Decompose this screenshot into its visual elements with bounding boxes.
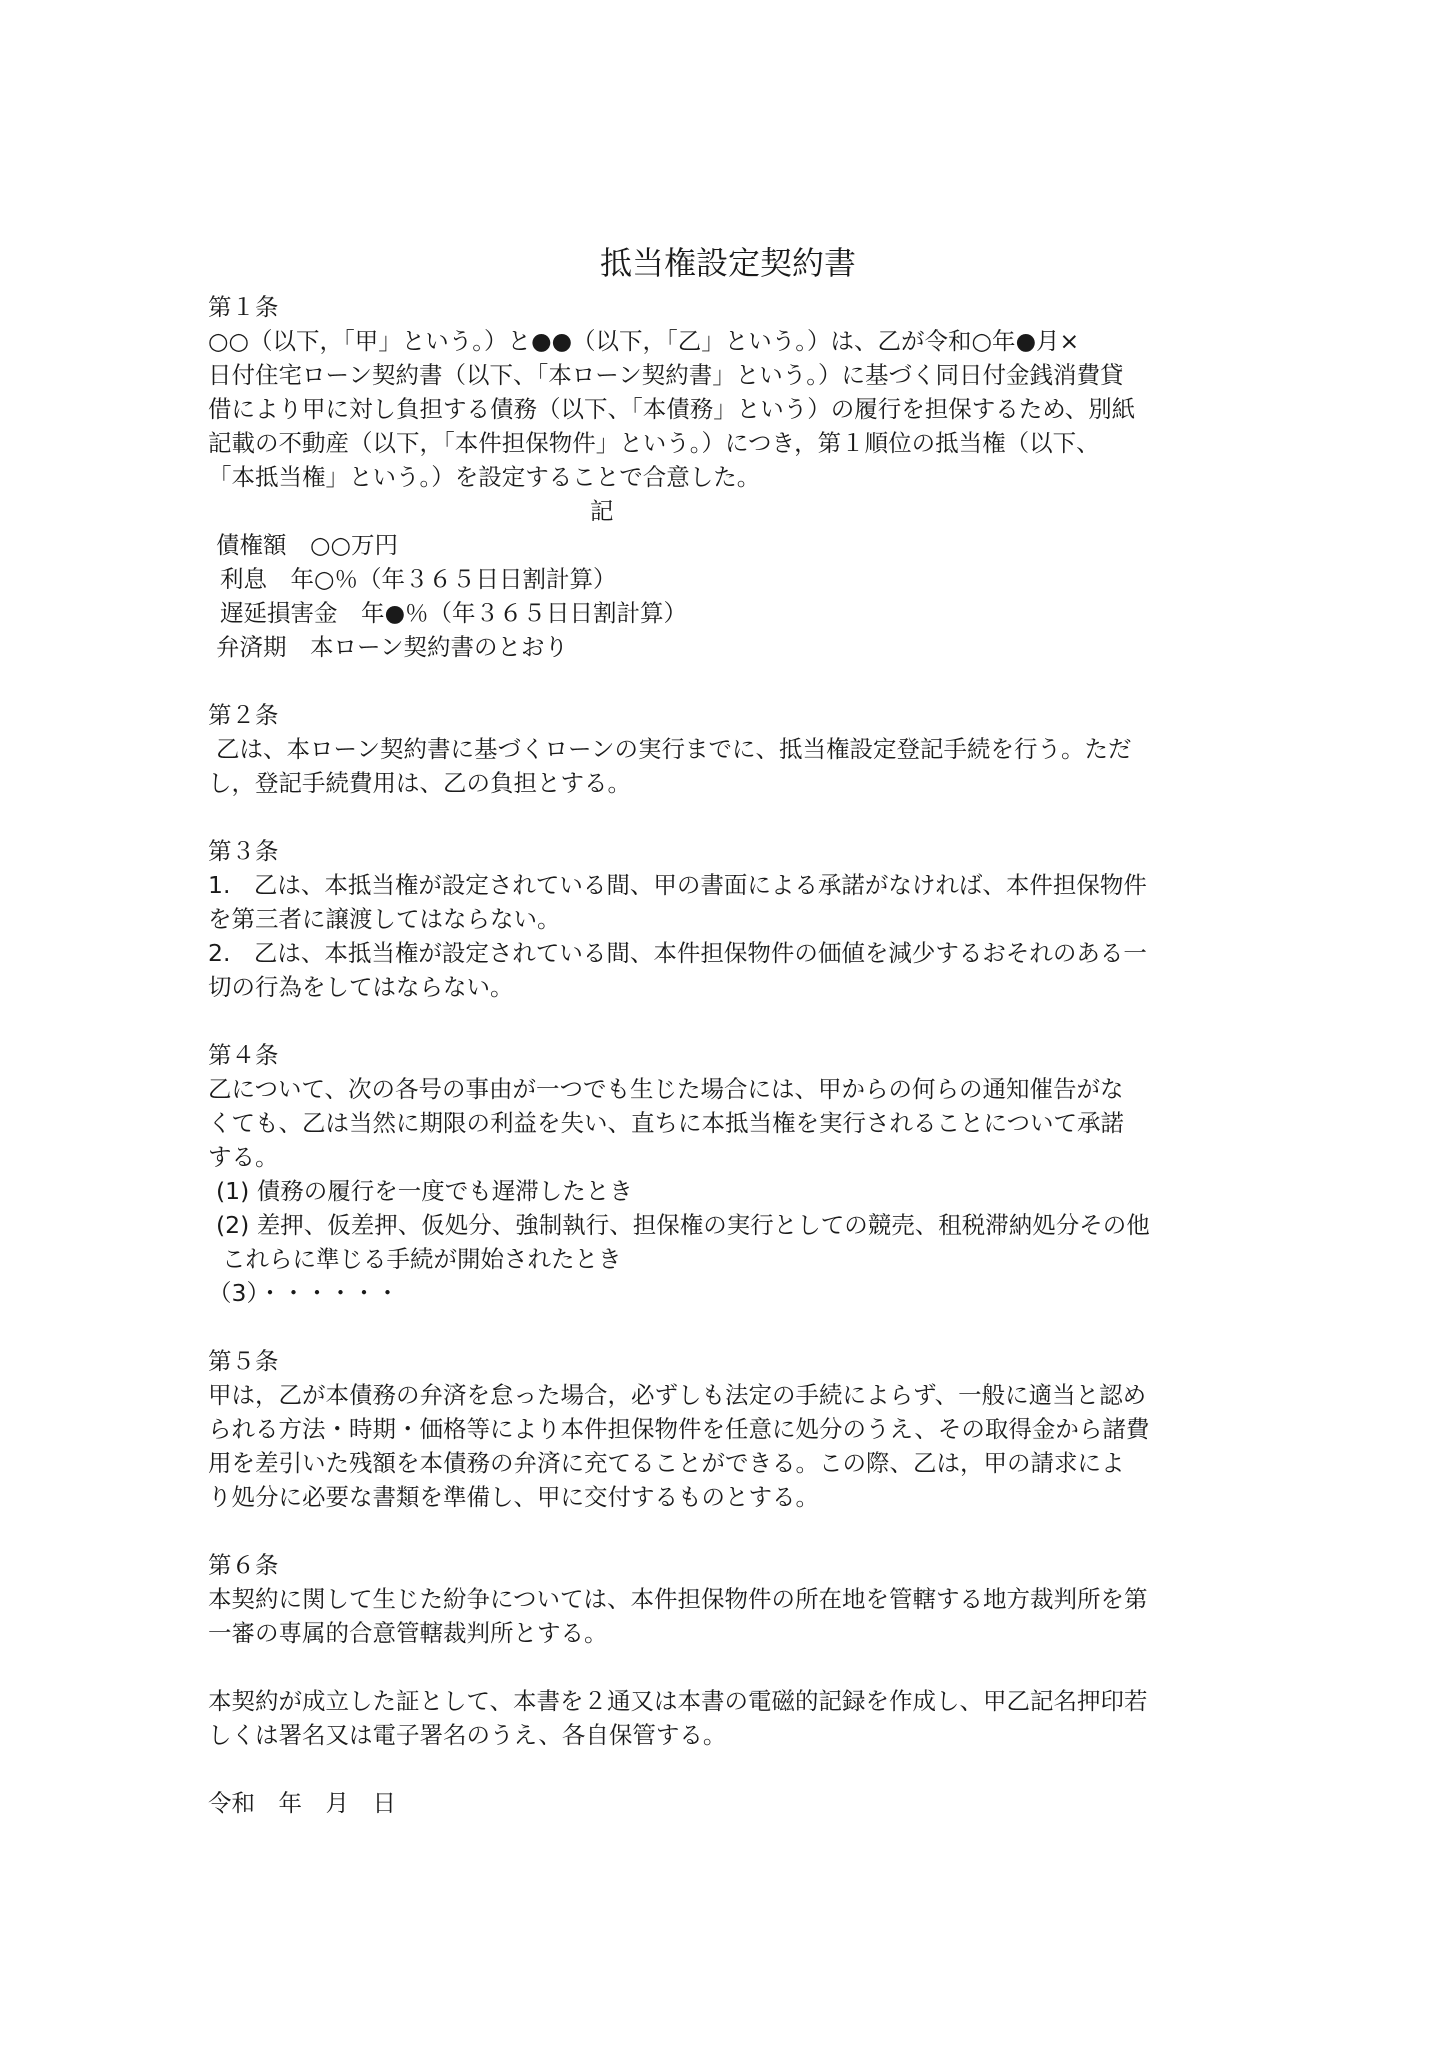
article-4 (208, 1038, 1248, 1310)
article-6-line: 一審の専属的合意管轄裁判所とする。 (208, 1619, 608, 1647)
closing-clause (208, 1684, 1248, 1752)
article-4-item: （3）・・・・・・ (208, 1279, 400, 1307)
article-1-line: ○○（以下，「甲」という。）と●●（以下，「乙」という。）は、乙が令和○年●月× (208, 327, 1080, 355)
article-3-line: 切の行為をしてはならない。 (208, 973, 514, 1001)
terms-item: 利息 年○％（年３６５日日割計算） (220, 565, 617, 593)
closing-line: 本契約が成立した証として、本書を２通又は本書の電磁的記録を作成し、甲乙記名押印若 (208, 1687, 1148, 1715)
article-4-item: (1) 債務の履行を一度でも遅滞したとき (216, 1177, 633, 1205)
article-1 (208, 290, 1248, 664)
contract-page (208, 242, 1248, 1820)
spacer (208, 1650, 1248, 1684)
article-5-heading: 第５条 (208, 1347, 279, 1375)
article-4-line: 乙について、次の各号の事由が一つでも生じた場合には、甲からの何らの通知催告がな (208, 1075, 1124, 1103)
spacer (208, 800, 1248, 834)
article-4-heading: 第４条 (208, 1041, 279, 1069)
terms-item: 弁済期 本ローン契約書のとおり (216, 633, 569, 661)
article-6-heading: 第６条 (208, 1551, 279, 1579)
article-3-line: 1. 乙は、本抵当権が設定されている間、甲の書面による承諾がなければ、本件担保物件 (208, 871, 1147, 899)
document-title: 抵当権設定契約書 (599, 244, 856, 282)
terms-item: 遅延損害金 年●％（年３６５日日割計算） (220, 599, 688, 627)
article-6-line: 本契約に関して生じた紛争については、本件担保物件の所在地を管轄する地方裁判所を第 (208, 1585, 1148, 1613)
article-1-line: 日付住宅ローン契約書（以下、「本ローン契約書」という。）に基づく同日付金銭消費貸 (208, 361, 1124, 389)
spacer (208, 664, 1248, 698)
article-2-heading: 第２条 (208, 701, 279, 729)
spacer (208, 1310, 1248, 1344)
spacer (208, 1752, 1248, 1786)
article-2 (208, 698, 1248, 800)
article-3-heading: 第３条 (208, 837, 279, 865)
article-5-line: 用を差引いた残額を本債務の弁済に充てることができる。この際、乙は，甲の請求によ (208, 1449, 1125, 1477)
closing-line: しくは署名又は電子署名のうえ、各自保管する。 (208, 1721, 727, 1749)
article-1-line: 「本抵当権」という。）を設定することで合意した。 (208, 463, 761, 491)
article-4-item: これらに準じる手続が開始されたとき (222, 1245, 622, 1273)
article-1-heading: 第１条 (208, 293, 279, 321)
article-1-line: 記載の不動産（以下，「本件担保物件」という。）につき，第１順位の抵当権（以下、 (208, 429, 1100, 457)
article-4-item: (2) 差押、仮差押、仮処分、強制執行、担保権の実行としての競売、租税滞納処分その他 (216, 1211, 1150, 1239)
article-5-line: 甲は，乙が本債務の弁済を怠った場合，必ずしも法定の手続によらず、一般に適当と認め (208, 1381, 1147, 1409)
spacer (208, 1004, 1248, 1038)
article-5-line: られる方法・時期・価格等により本件担保物件を任意に処分のうえ、その取得金から諸費 (208, 1415, 1150, 1443)
article-3-line: 2. 乙は、本抵当権が設定されている間、本件担保物件の価値を減少するおそれのある一 (208, 939, 1147, 967)
article-3-line: を第三者に譲渡してはならない。 (208, 905, 561, 933)
article-3 (208, 834, 1248, 1004)
article-4-line: する。 (208, 1143, 279, 1171)
article-5-line: り処分に必要な書類を準備し、甲に交付するものとする。 (208, 1483, 819, 1511)
article-1-line: 借により甲に対し負担する債務（以下、「本債務」という）の履行を担保するため、別紙 (208, 395, 1136, 423)
spacer (208, 1514, 1248, 1548)
terms-item: 債権額 ○○万円 (216, 531, 399, 559)
ki-marker: 記 (590, 497, 614, 525)
article-2-line: し，登記手続費用は、乙の負担とする。 (208, 769, 631, 797)
article-6 (208, 1548, 1248, 1650)
article-2-line: 乙は、本ローン契約書に基づくローンの実行までに、抵当権設定登記手続を行う。ただ (216, 735, 1132, 763)
article-4-line: くても、乙は当然に期限の利益を失い、直ちに本抵当権を実行されることについて承諾 (208, 1109, 1125, 1137)
date-line: 令和 年 月 日 (208, 1789, 396, 1817)
article-5 (208, 1344, 1248, 1514)
